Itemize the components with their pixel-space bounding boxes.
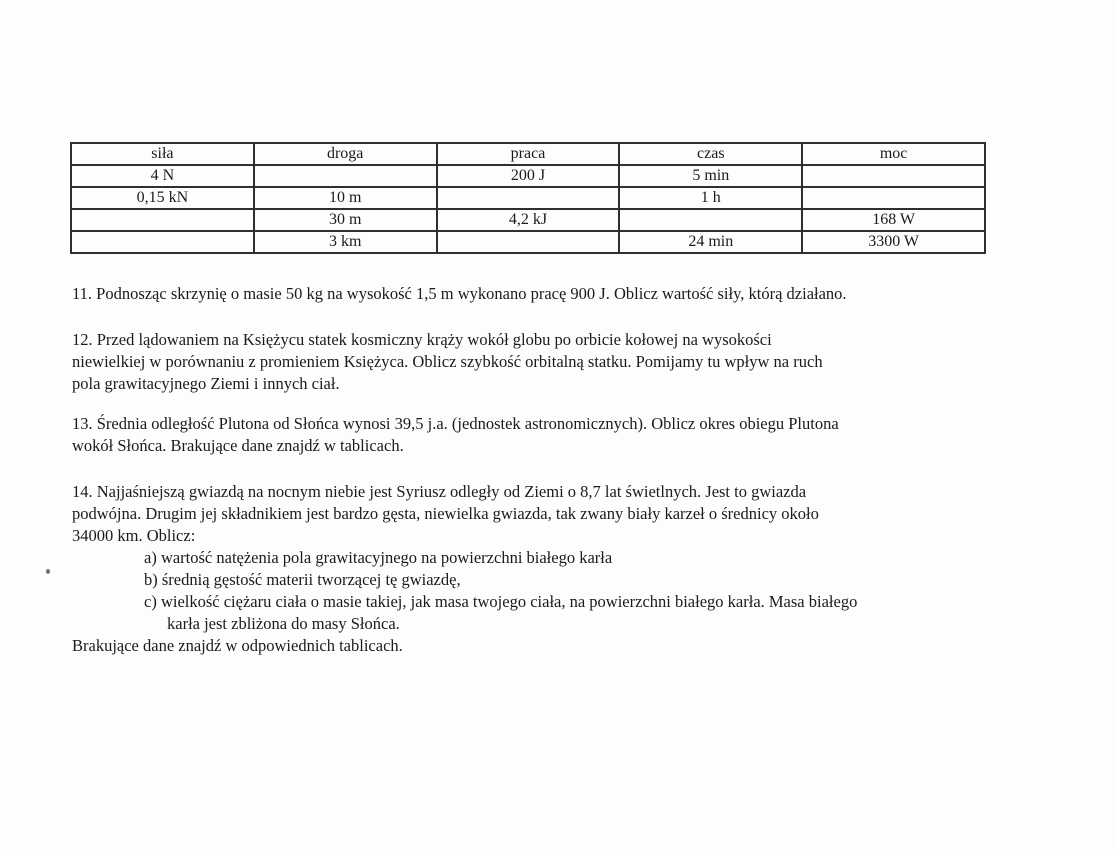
table-cell — [437, 231, 620, 253]
problem-12-line: 12. Przed lądowaniem na Księżycu statek kosmiczny krąży wokół globu po orbicie kołowej na wysokości — [72, 330, 772, 349]
table-header-moc: moc — [802, 143, 985, 165]
problem-13-line: 13. Średnia odległość Plutona od Słońca wynosi 39,5 j.a. (jednostek astronomicznych). Oblicz okres obiegu Plutona — [72, 414, 839, 433]
problem-12 — [72, 329, 1052, 395]
table-header-row — [71, 143, 985, 165]
table-cell: 24 min — [619, 231, 802, 253]
problem-12-line: niewielkiej w porównaniu z promieniem Księżyca. Oblicz szybkość orbitalną statku. Pomijamy tu wpływ na ruch — [72, 352, 823, 371]
table-cell — [71, 209, 254, 231]
table-cell: 4 N — [71, 165, 254, 187]
problem-13 — [72, 413, 1052, 457]
table-cell: 1 h — [619, 187, 802, 209]
table-cell: 30 m — [254, 209, 437, 231]
table-cell — [437, 187, 620, 209]
problem-14-item-b: b) średnią gęstość materii tworzącej tę gwiazdę, — [144, 570, 461, 589]
table-cell — [802, 187, 985, 209]
problem-12-line: pola grawitacyjnego Ziemi i innych ciał. — [72, 374, 340, 393]
table-cell: 0,15 kN — [71, 187, 254, 209]
table-cell — [802, 165, 985, 187]
table-cell: 3 km — [254, 231, 437, 253]
problem-14 — [72, 481, 1052, 657]
table-cell: 200 J — [437, 165, 620, 187]
table-row — [71, 187, 985, 209]
table-row — [71, 165, 985, 187]
table-header-praca: praca — [437, 143, 620, 165]
table-header-sila: siła — [71, 143, 254, 165]
problem-14-footer: Brakujące dane znajdź w odpowiednich tablicach. — [72, 636, 403, 655]
problem-14-line: 14. Najjaśniejszą gwiazdą na nocnym niebie jest Syriusz odległy od Ziemi o 8,7 lat świetlnych. Jest to gwiazda — [72, 482, 807, 501]
table-cell: 4,2 kJ — [437, 209, 620, 231]
physics-values-table — [70, 142, 986, 254]
table-cell: 168 W — [802, 209, 985, 231]
table-cell: 5 min — [619, 165, 802, 187]
table-cell: 10 m — [254, 187, 437, 209]
table-cell — [619, 209, 802, 231]
table-cell — [254, 165, 437, 187]
problem-14-item-c: c) wielkość ciężaru ciała o masie takiej, jak masa twojego ciała, na powierzchni białego karła. Masa białego — [144, 592, 858, 611]
table-cell: 3300 W — [802, 231, 985, 253]
problem-11 — [72, 283, 1052, 305]
problem-14-line: podwójna. Drugim jej składnikiem jest bardzo gęsta, niewielka gwiazda, tak zwany biały karzeł o średnicy około — [72, 504, 819, 523]
problem-11-line: 11. Podnosząc skrzynię o masie 50 kg na wysokość 1,5 m wykonano pracę 900 J. Oblicz wartość siły, którą działano. — [72, 284, 847, 303]
table-row — [71, 231, 985, 253]
table-header-droga: droga — [254, 143, 437, 165]
table-header-czas: czas — [619, 143, 802, 165]
problem-14-item-c-continued: karła jest zbliżona do masy Słońca. — [167, 614, 400, 633]
problem-14-line: 34000 km. Oblicz: — [72, 526, 196, 545]
table-cell — [71, 231, 254, 253]
problem-13-line: wokół Słońca. Brakujące dane znajdź w tablicach. — [72, 436, 404, 455]
problem-14-item-a: a) wartość natężenia pola grawitacyjnego na powierzchni białego karła — [144, 548, 613, 567]
table-row — [71, 209, 985, 231]
scan-speck — [46, 569, 50, 574]
